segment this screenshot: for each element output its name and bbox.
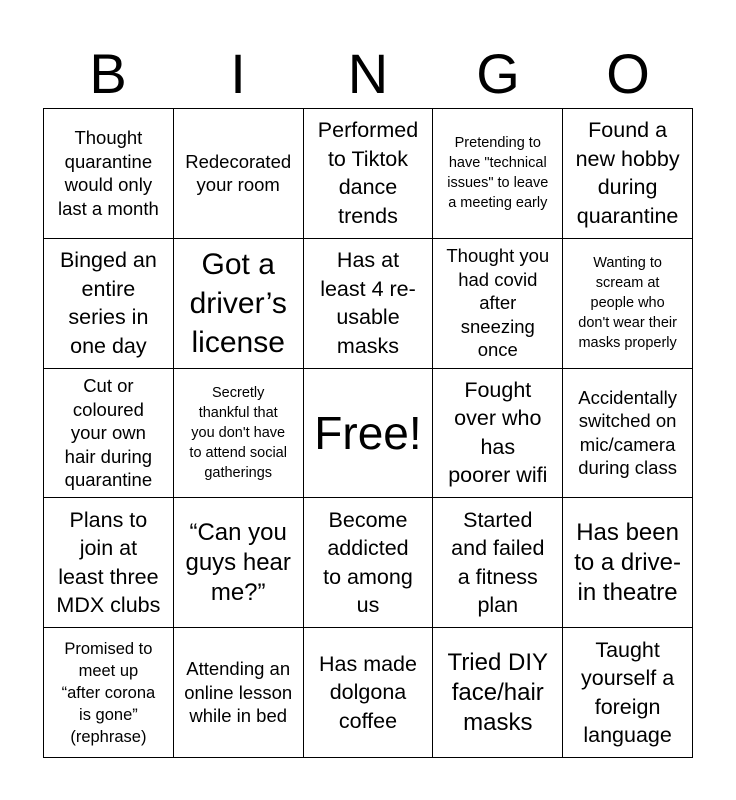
cell-text: Performed to Tiktok dance trends: [317, 118, 419, 228]
cell-text: Secretly thankful that you don't have to attend social gatherings: [189, 384, 287, 481]
cell-text: Thought you had covid after sneezing once: [446, 245, 550, 361]
bingo-cell[interactable]: [174, 109, 304, 239]
cell-text: Plans to join at least three MDX clubs: [56, 507, 161, 618]
bingo-cell[interactable]: [563, 498, 693, 628]
cell-text: Cut or coloured your own hair during quarantine: [64, 375, 153, 491]
cell-text: Has been to a drive- in theatre: [574, 518, 681, 606]
bingo-header: [43, 40, 693, 108]
bingo-cell[interactable]: [563, 628, 693, 758]
cell-text: Accidentally switched on mic/camera during class: [578, 386, 677, 479]
cell-text: “Can you guys hear me?”: [185, 518, 291, 606]
bingo-cell[interactable]: [304, 109, 434, 239]
bingo-cell[interactable]: [563, 109, 693, 239]
bingo-cell[interactable]: [44, 109, 174, 239]
bingo-cell[interactable]: [433, 498, 563, 628]
bingo-cell[interactable]: [44, 498, 174, 628]
cell-text: Binged an entire series in one day: [59, 248, 157, 358]
cell-text: Become addicted to among us: [323, 507, 413, 618]
cell-text: Thought quarantine would only last a month: [58, 127, 159, 219]
bingo-cell[interactable]: [44, 628, 174, 758]
bingo-card-grid: [43, 108, 693, 758]
header-letter-i: I: [230, 42, 246, 105]
header-letter-g: G: [476, 42, 520, 105]
bingo-cell[interactable]: [44, 239, 174, 369]
cell-text: Wanting to scream at people who don't wear their masks properly: [578, 255, 677, 352]
bingo-cell[interactable]: [433, 369, 563, 499]
bingo-cell[interactable]: [563, 239, 693, 369]
bingo-cell[interactable]: [304, 239, 434, 369]
free-space-cell[interactable]: [304, 369, 434, 499]
header-letter-b: B: [89, 42, 127, 105]
header-letter-o: O: [606, 42, 650, 105]
cell-text: Has made dolgona coffee: [318, 651, 417, 733]
bingo-cell[interactable]: [433, 109, 563, 239]
bingo-cell[interactable]: [174, 239, 304, 369]
cell-text: Fought over who has poorer wifi: [448, 377, 548, 488]
cell-text: Attending an online lesson while in bed: [184, 658, 293, 727]
bingo-cell[interactable]: [174, 369, 304, 499]
bingo-cell[interactable]: [304, 498, 434, 628]
cell-text: Started and failed a fitness plan: [451, 507, 545, 618]
cell-text: Taught yourself a foreign language: [580, 637, 675, 748]
bingo-cell[interactable]: [44, 369, 174, 499]
cell-text: Pretending to have "technical issues" to leave a meeting early: [447, 135, 549, 212]
bingo-cell[interactable]: [433, 239, 563, 369]
header-letter-n: N: [347, 42, 389, 105]
bingo-cell[interactable]: [304, 628, 434, 758]
cell-text: Found a new hobby during quarantine: [575, 118, 680, 228]
cell-text: Promised to meet up “after corona is gone” (rephrase): [61, 639, 156, 746]
cell-text: Tried DIY face/hair masks: [447, 648, 549, 736]
bingo-cell[interactable]: [433, 628, 563, 758]
free-space-text: Free!: [314, 406, 422, 459]
cell-text: Got a driver’s license: [189, 247, 287, 359]
bingo-cell[interactable]: [174, 498, 304, 628]
bingo-cell[interactable]: [563, 369, 693, 499]
bingo-cell[interactable]: [174, 628, 304, 758]
cell-text: Redecorated your room: [185, 150, 292, 196]
cell-text: Has at least 4 re- usable masks: [320, 248, 416, 358]
